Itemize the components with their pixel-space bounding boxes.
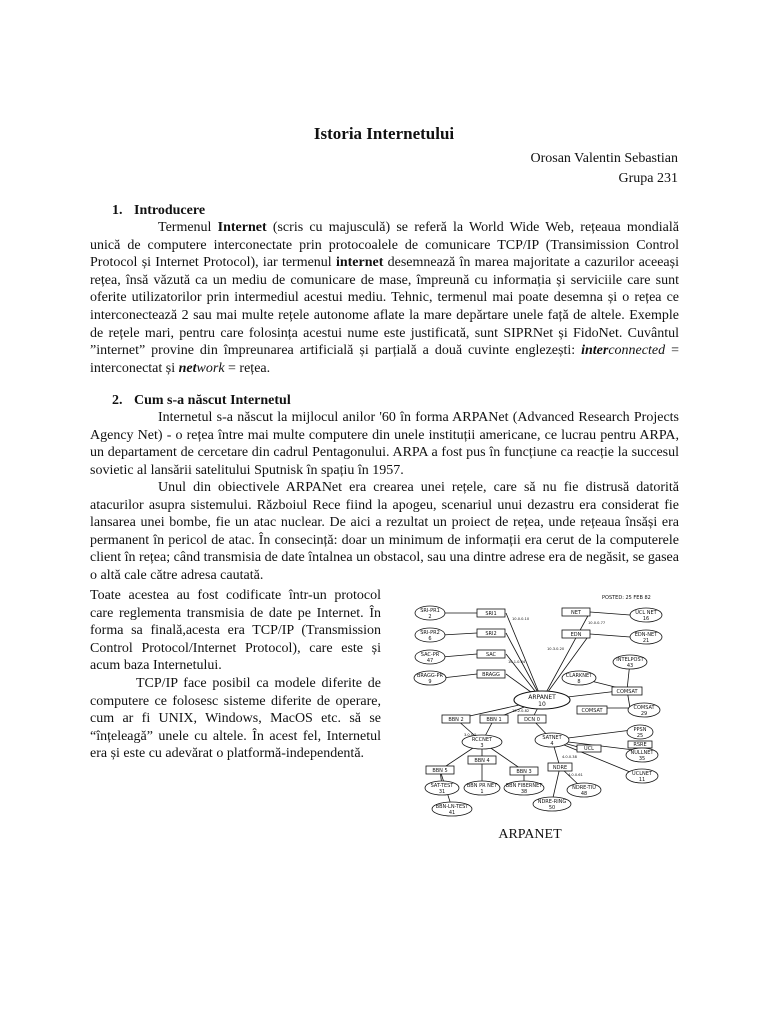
svg-text:1: 1 xyxy=(480,789,484,795)
svg-text:SAT-TEST: SAT-TEST xyxy=(430,783,454,789)
gateway-bbn2 xyxy=(442,715,470,723)
gateway-net xyxy=(562,608,590,616)
svg-text:29: 29 xyxy=(640,711,648,717)
svg-text:COMSAT: COMSAT xyxy=(616,689,638,695)
section-2-heading xyxy=(112,393,291,409)
diagram-posted: POSTED: 25 FEB 82 xyxy=(602,595,651,601)
gateway-bbn3 xyxy=(510,767,538,775)
svg-text:UCLNET: UCLNET xyxy=(632,771,652,777)
svg-text:INTELPOST: INTELPOST xyxy=(616,657,644,663)
svg-text:NDRE-TIU: NDRE-TIU xyxy=(572,785,596,791)
author-block xyxy=(531,149,679,189)
section-1-paragraph: Termenul Internet (scris cu majusculă) se referă la World Wide Web, rețeaua mondială unică de computere interconectate prin protocoalele de comunicare TCP/IP (Transimission Control Protocol și Internet Protocol), iar termenul internet desemnează în marea majoritate a cazurilor aceeași rețea, însă văzută ca un mediu de comunicare de mase, împreună cu informația și serviciile care sunt oferite utilizatorilor prin intermediul acestui mediu. Tehnic, termenul mai poate desemna și o rețea ce interconectează 2 sau mai multe rețele autonome aflate la mare depărtare unele față de altele. Exemple de rețele mari, pentru care folosința acestui nume este justificată, sunt SIPRNet și FidoNet. Cuvântul ”internet” provine din împreunarea artificială și parțială a două cuvinte englezești: interconnected = interconectat și network = rețea. xyxy=(90,220,679,376)
svg-text:10: 10 xyxy=(538,701,546,708)
svg-text:6: 6 xyxy=(428,636,432,642)
node-ucl-net xyxy=(630,608,662,622)
svg-text:3: 3 xyxy=(480,743,484,749)
node-bragg-pr xyxy=(414,671,446,685)
node-sat-test xyxy=(425,781,459,795)
author-name: Orosan Valentin Sebastian xyxy=(530,151,678,166)
svg-text:16: 16 xyxy=(642,616,650,622)
term-internet-lower: internet xyxy=(335,255,384,271)
svg-text:RCCNET: RCCNET xyxy=(471,737,493,743)
gateway-bbn4 xyxy=(468,756,496,764)
svg-text:47: 47 xyxy=(426,658,434,664)
svg-text:PPSN: PPSN xyxy=(633,727,647,733)
svg-text:SATNET: SATNET xyxy=(542,735,562,741)
svg-text:10.0.0.10: 10.0.0.10 xyxy=(512,617,530,621)
node-edn-net xyxy=(630,630,662,644)
svg-text:48: 48 xyxy=(580,791,588,797)
node-ndre-tiu xyxy=(567,783,601,797)
gateway-bragg xyxy=(477,670,505,678)
svg-text:10.2.0.82: 10.2.0.82 xyxy=(512,709,530,713)
svg-text:ARPANET: ARPANET xyxy=(528,694,556,701)
node-comsat xyxy=(628,703,660,717)
svg-text:43: 43 xyxy=(626,663,634,669)
svg-text:RSRE: RSRE xyxy=(633,742,647,748)
gateway-edn xyxy=(562,630,590,638)
node-rccnet xyxy=(462,735,502,749)
figure-caption: ARPANET xyxy=(498,827,562,842)
svg-text:SAC-PR: SAC-PR xyxy=(420,652,440,658)
gateway-dcn0 xyxy=(518,715,546,723)
svg-text:4.0.0.61: 4.0.0.61 xyxy=(568,773,583,777)
svg-text:41: 41 xyxy=(448,810,456,816)
svg-text:COMSAT: COMSAT xyxy=(633,705,655,711)
node-ppsn xyxy=(627,725,653,739)
section-2-title: Cum s-a născut Internetul xyxy=(134,393,291,408)
gateway-comsat-upper xyxy=(612,687,642,695)
svg-text:11: 11 xyxy=(638,777,646,783)
svg-text:SRI2: SRI2 xyxy=(485,631,497,637)
svg-text:8: 8 xyxy=(577,679,581,685)
svg-text:10.3.0.20: 10.3.0.20 xyxy=(547,647,565,651)
svg-text:50: 50 xyxy=(548,805,556,811)
section-2-number: 2. xyxy=(112,393,123,408)
svg-text:SAC: SAC xyxy=(485,652,497,658)
node-satnet xyxy=(535,733,569,747)
svg-text:10.1.0.64: 10.1.0.64 xyxy=(508,660,526,664)
svg-text:BBN-LN-TEST: BBN-LN-TEST xyxy=(435,804,469,810)
node-sri-pr1 xyxy=(415,606,445,620)
document-title: Istoria Internetului xyxy=(313,124,455,143)
svg-text:BBN FIBERNET: BBN FIBERNET xyxy=(505,783,543,789)
svg-text:UCL NET: UCL NET xyxy=(635,610,657,616)
svg-text:BBN PR NET: BBN PR NET xyxy=(466,783,498,789)
node-bbn-pr-net xyxy=(464,781,500,795)
node-bbn-ln-test xyxy=(432,802,472,816)
node-uclnet xyxy=(626,769,658,783)
svg-text:SRI1: SRI1 xyxy=(485,611,497,617)
arpanet-diagram xyxy=(412,590,688,818)
svg-text:UCL: UCL xyxy=(584,746,594,752)
gateway-sri2 xyxy=(477,629,505,637)
gateway-sri1 xyxy=(477,609,505,617)
svg-text:NET: NET xyxy=(571,610,581,616)
node-clarknet xyxy=(562,671,596,685)
svg-text:DCN 0: DCN 0 xyxy=(524,717,540,723)
node-nullnet xyxy=(626,748,658,762)
svg-text:CLARKNET: CLARKNET xyxy=(565,673,593,679)
node-ndre-ring xyxy=(533,797,571,811)
node-bbn-fibernet xyxy=(504,781,544,795)
section-2-paragraph-2: Unul din obiectivele ARPANet era crearea unei rețele, care să nu fie distrusă datorită atacurilor asupra sistemului. Războiul Rece fiind la apogeu, scenariul unui dezastru era considerat fie lansarea unei bombe, fie un atac nuclear. De aici a rezultat un proiect de rețea, unde rețeaua însăși era permanent în pericol de atac. În consecință: doar un minimum de informații era cerut de la computerele client în rețea; când transmisia de date întalnea un obstacol, sau una dintre adrese era de negăsit, se gasea o altă cale către adresa cautată. xyxy=(90,480,679,583)
svg-text:BBN 5: BBN 5 xyxy=(432,768,448,774)
svg-text:21: 21 xyxy=(642,638,650,644)
node-sri-pr2 xyxy=(415,628,445,642)
svg-text:EDN: EDN xyxy=(570,632,582,638)
svg-text:BRAGG-PR: BRAGG-PR xyxy=(416,673,444,679)
svg-text:EDN-NET: EDN-NET xyxy=(634,632,658,638)
svg-text:38: 38 xyxy=(520,789,528,795)
gateway-bbn1 xyxy=(480,715,508,723)
gateway-comsat-lower xyxy=(577,706,607,714)
svg-text:BBN 3: BBN 3 xyxy=(516,769,532,775)
svg-text:BBN 4: BBN 4 xyxy=(474,758,490,764)
svg-text:SRI-PR2: SRI-PR2 xyxy=(420,630,440,636)
node-intelpost xyxy=(613,655,647,669)
svg-text:25: 25 xyxy=(636,733,644,739)
svg-text:35: 35 xyxy=(638,756,646,762)
svg-text:SRI-PR1: SRI-PR1 xyxy=(420,608,440,614)
gateway-rsre xyxy=(628,741,652,748)
gateway-sac xyxy=(477,650,505,658)
section-2-paragraph-3: Toate acestea au fost codificate într-un protocol care reglementa transmisia de date pe Internet. În forma sa finală,acesta era TCP/IP (Transmission Control Protocol/Internet Protocol), care este și acum baza Internetului. TCP/IP face posibil ca modele diferite de computere ce folosesc sisteme diferite de operare, cum ar fi UNIX, Windows, MacOS etc. să se “înțeleagă” unele cu altele. În acest fel, Internetul era și este cu adevărat o platformă-independentă. xyxy=(90,588,381,762)
svg-text:BBN 2: BBN 2 xyxy=(448,717,464,723)
svg-text:NULLNET: NULLNET xyxy=(630,750,654,756)
node-sac-pr xyxy=(415,650,445,664)
svg-text:BRAGG: BRAGG xyxy=(482,672,500,678)
node-arpanet-hub xyxy=(514,691,570,709)
svg-text:NDRE-RING: NDRE-RING xyxy=(537,799,567,805)
svg-text:3.0.0.5: 3.0.0.5 xyxy=(464,733,477,737)
gateway-ndre xyxy=(548,763,572,771)
svg-text:COMSAT: COMSAT xyxy=(581,708,603,714)
section-1-number: 1. xyxy=(112,203,123,218)
author-group: Grupa 231 xyxy=(618,171,678,186)
gateway-bbn5 xyxy=(426,766,454,774)
svg-text:BBN 1: BBN 1 xyxy=(486,717,502,723)
term-internet: Internet xyxy=(217,220,267,235)
svg-text:2: 2 xyxy=(428,614,432,620)
section-1-heading xyxy=(112,203,205,219)
svg-text:31: 31 xyxy=(438,789,446,795)
svg-text:4.0.0.38: 4.0.0.38 xyxy=(562,755,577,759)
svg-text:9: 9 xyxy=(428,679,432,685)
gateway-ucl xyxy=(577,745,601,752)
section-2-paragraph-1: Internetul s-a născut la mijlocul anilor '60 în forma ARPANet (Advanced Research Projects Agency Net) - o rețea între mai multe computere din unele instituții americane, ce lucrau pentru ARPA, un departament de cercetare din cadrul Pentagonului. ARPA a fost pus în funcțiune ca reacție la succesul sovietic al lansării satelitului Sputnisk în spațiu în 1957. xyxy=(90,410,679,478)
svg-text:10.0.0.77: 10.0.0.77 xyxy=(588,621,606,625)
section-1-title: Introducere xyxy=(134,203,206,218)
svg-text:4: 4 xyxy=(550,741,554,747)
svg-text:NDRE: NDRE xyxy=(552,765,568,771)
